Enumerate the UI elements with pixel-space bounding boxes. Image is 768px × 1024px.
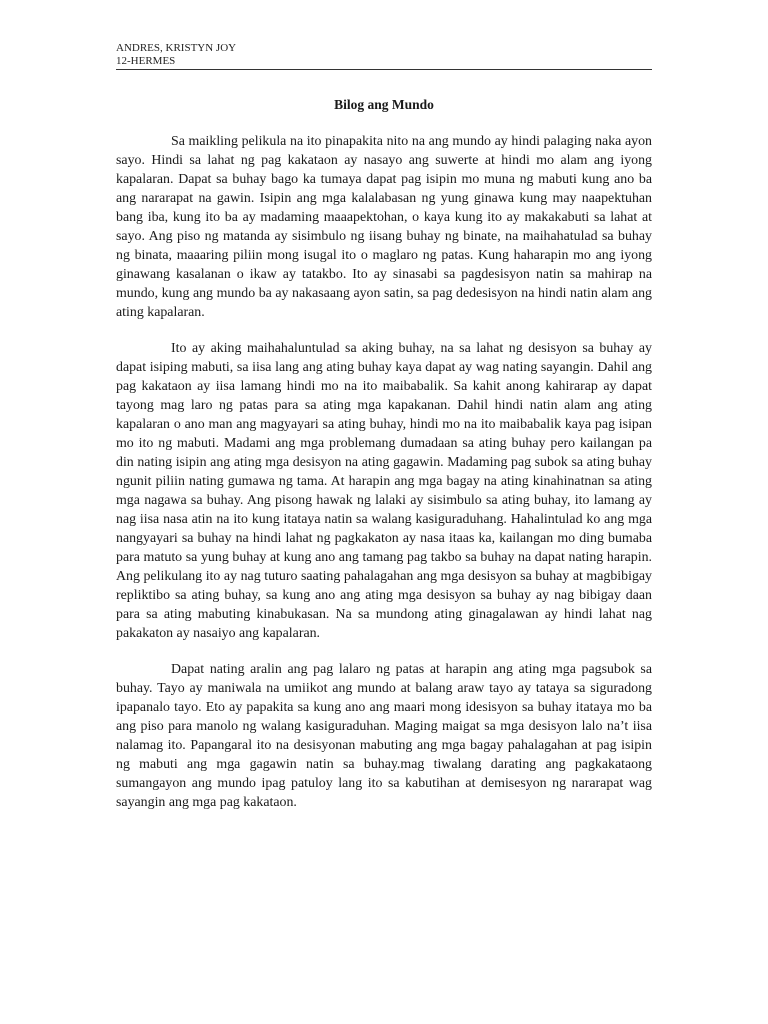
document-page (116, 42, 652, 829)
paragraph-1: Sa maikling pelikula na ito pinapakita nito na ang mundo ay hindi palaging naka ayon sayo. Hindi sa lahat ng pag kakataon ay nasayo ang suwerte at hindi mo alam ang iyong kapalaran. Dapat sa buhay bago ka tumaya dapat pag isipin mo muna ng mabuti kung ano ba ang nararapat na gawin. Isipin ang mga kalalabasan ng yung ginawa kung may naapektuhan bang iba, kung ito ba ay madaming maaapektohan, o kaya kung ito ay makakabuti sa lahat at sayo. Ang piso ng matanda ay sisimbulo ng iisang buhay ng binate, na maihahatulad sa buhay ng binata, maaaring piliin mong isugal ito o maglaro ng patas. Kung haharapin mo ang iyong ginawang kasalanan o ikaw ay tatakbo. Ito ay sinasabi sa pagdesisyon natin sa mahirap na mundo, kung ang mundo ba ay nakasaang ayon satin, sa pag dedesisyon na hindi natin alam ang ating kapalaran. (116, 134, 652, 320)
paragraph-2: Ito ay aking maihahaluntulad sa aking buhay, na sa lahat ng desisyon sa buhay ay dapat isiping mabuti, sa iisa lang ang ating buhay kaya dapat ay wag nating sayangin. Dahil ang pag kakataon ay iisa lamang hindi mo na ito maibabalik. Sa kahit anong kahirarap ay dapat tayong mag laro ng patas para sa ating mga kapakanan. Dahil hindi natin alam ang ating kapalaran o ano man ang magyayari sa ating buhay, hindi mo na ito maibabalik kaya pag isipan mo ito ng mabuti. Madami ang mga problemang dumadaan sa ating buhay pero kailangan pa din nating isipin ang ating mga desisyon na ating gagawin. Madaming pag subok sa ating buhay ngunit piliin nating gumawa ng tama. At harapin ang mga bagay na ating kinahinatnan sa ating mga nagawa sa buhay. Ang pisong hawak ng lalaki ay sisimbulo sa ating buhay, ito lamang ay nag iisa nasa atin na ito kung itataya natin sa walang kasiguraduhang. Hahalintulad ko ang mga nangyayari sa buhay na hindi lahat ng pagkakaton ay nasa itaas ka, kailangan mo ding bumaba para matuto sa yung buhay at kung ano ang tamang pag takbo sa buhay na dapat nating harapin. Ang pelikulang ito ay nag tuturo saating pahalagahan ang mga desisyon sa buhay at magbibigay repliktibo sa ating buhay, sa kung ano ang ating mga desisyon sa buhay ay nag bibigay daan para sa ating mabuting kinabukasan. Na sa mundong ating ginagalawan ay hindi lahat nag pakakaton ay nasaiyo ang kapalaran. (116, 341, 652, 641)
author-name: ANDRES, KRISTYN JOY (116, 42, 237, 54)
document-header (116, 42, 652, 68)
class-section: 12-HERMES (116, 55, 176, 67)
header-divider (116, 69, 652, 70)
document-title: Bilog ang Mundo (334, 97, 434, 112)
paragraph-3: Dapat nating aralin ang pag lalaro ng patas at harapin ang ating mga pagsubok sa buhay. Tayo ay maniwala na umiikot ang mundo at balang araw tayo ay tataya sa siguradong ipapanalo tayo. Eto ay papakita sa kung ano ang maari mong idesisyon sa buhay itataya mo ba ang piso para manolo ng walang kasiguraduhan. Maging maigat sa mga desisyon lalo na’t iisa nalamag ito. Papangaral ito na desisyonan mabuting ang mga bagay pahalagahan at pag isipin ng mabuti ang mga gagawin natin sa buhay.mag tiwalang darating ang pagkakataong sumangayon ang mundo ipag patuloy lang ito sa kabutihan at demisesyon ng nararapat wag sayangin ang mga pag kakataon. (116, 662, 652, 810)
